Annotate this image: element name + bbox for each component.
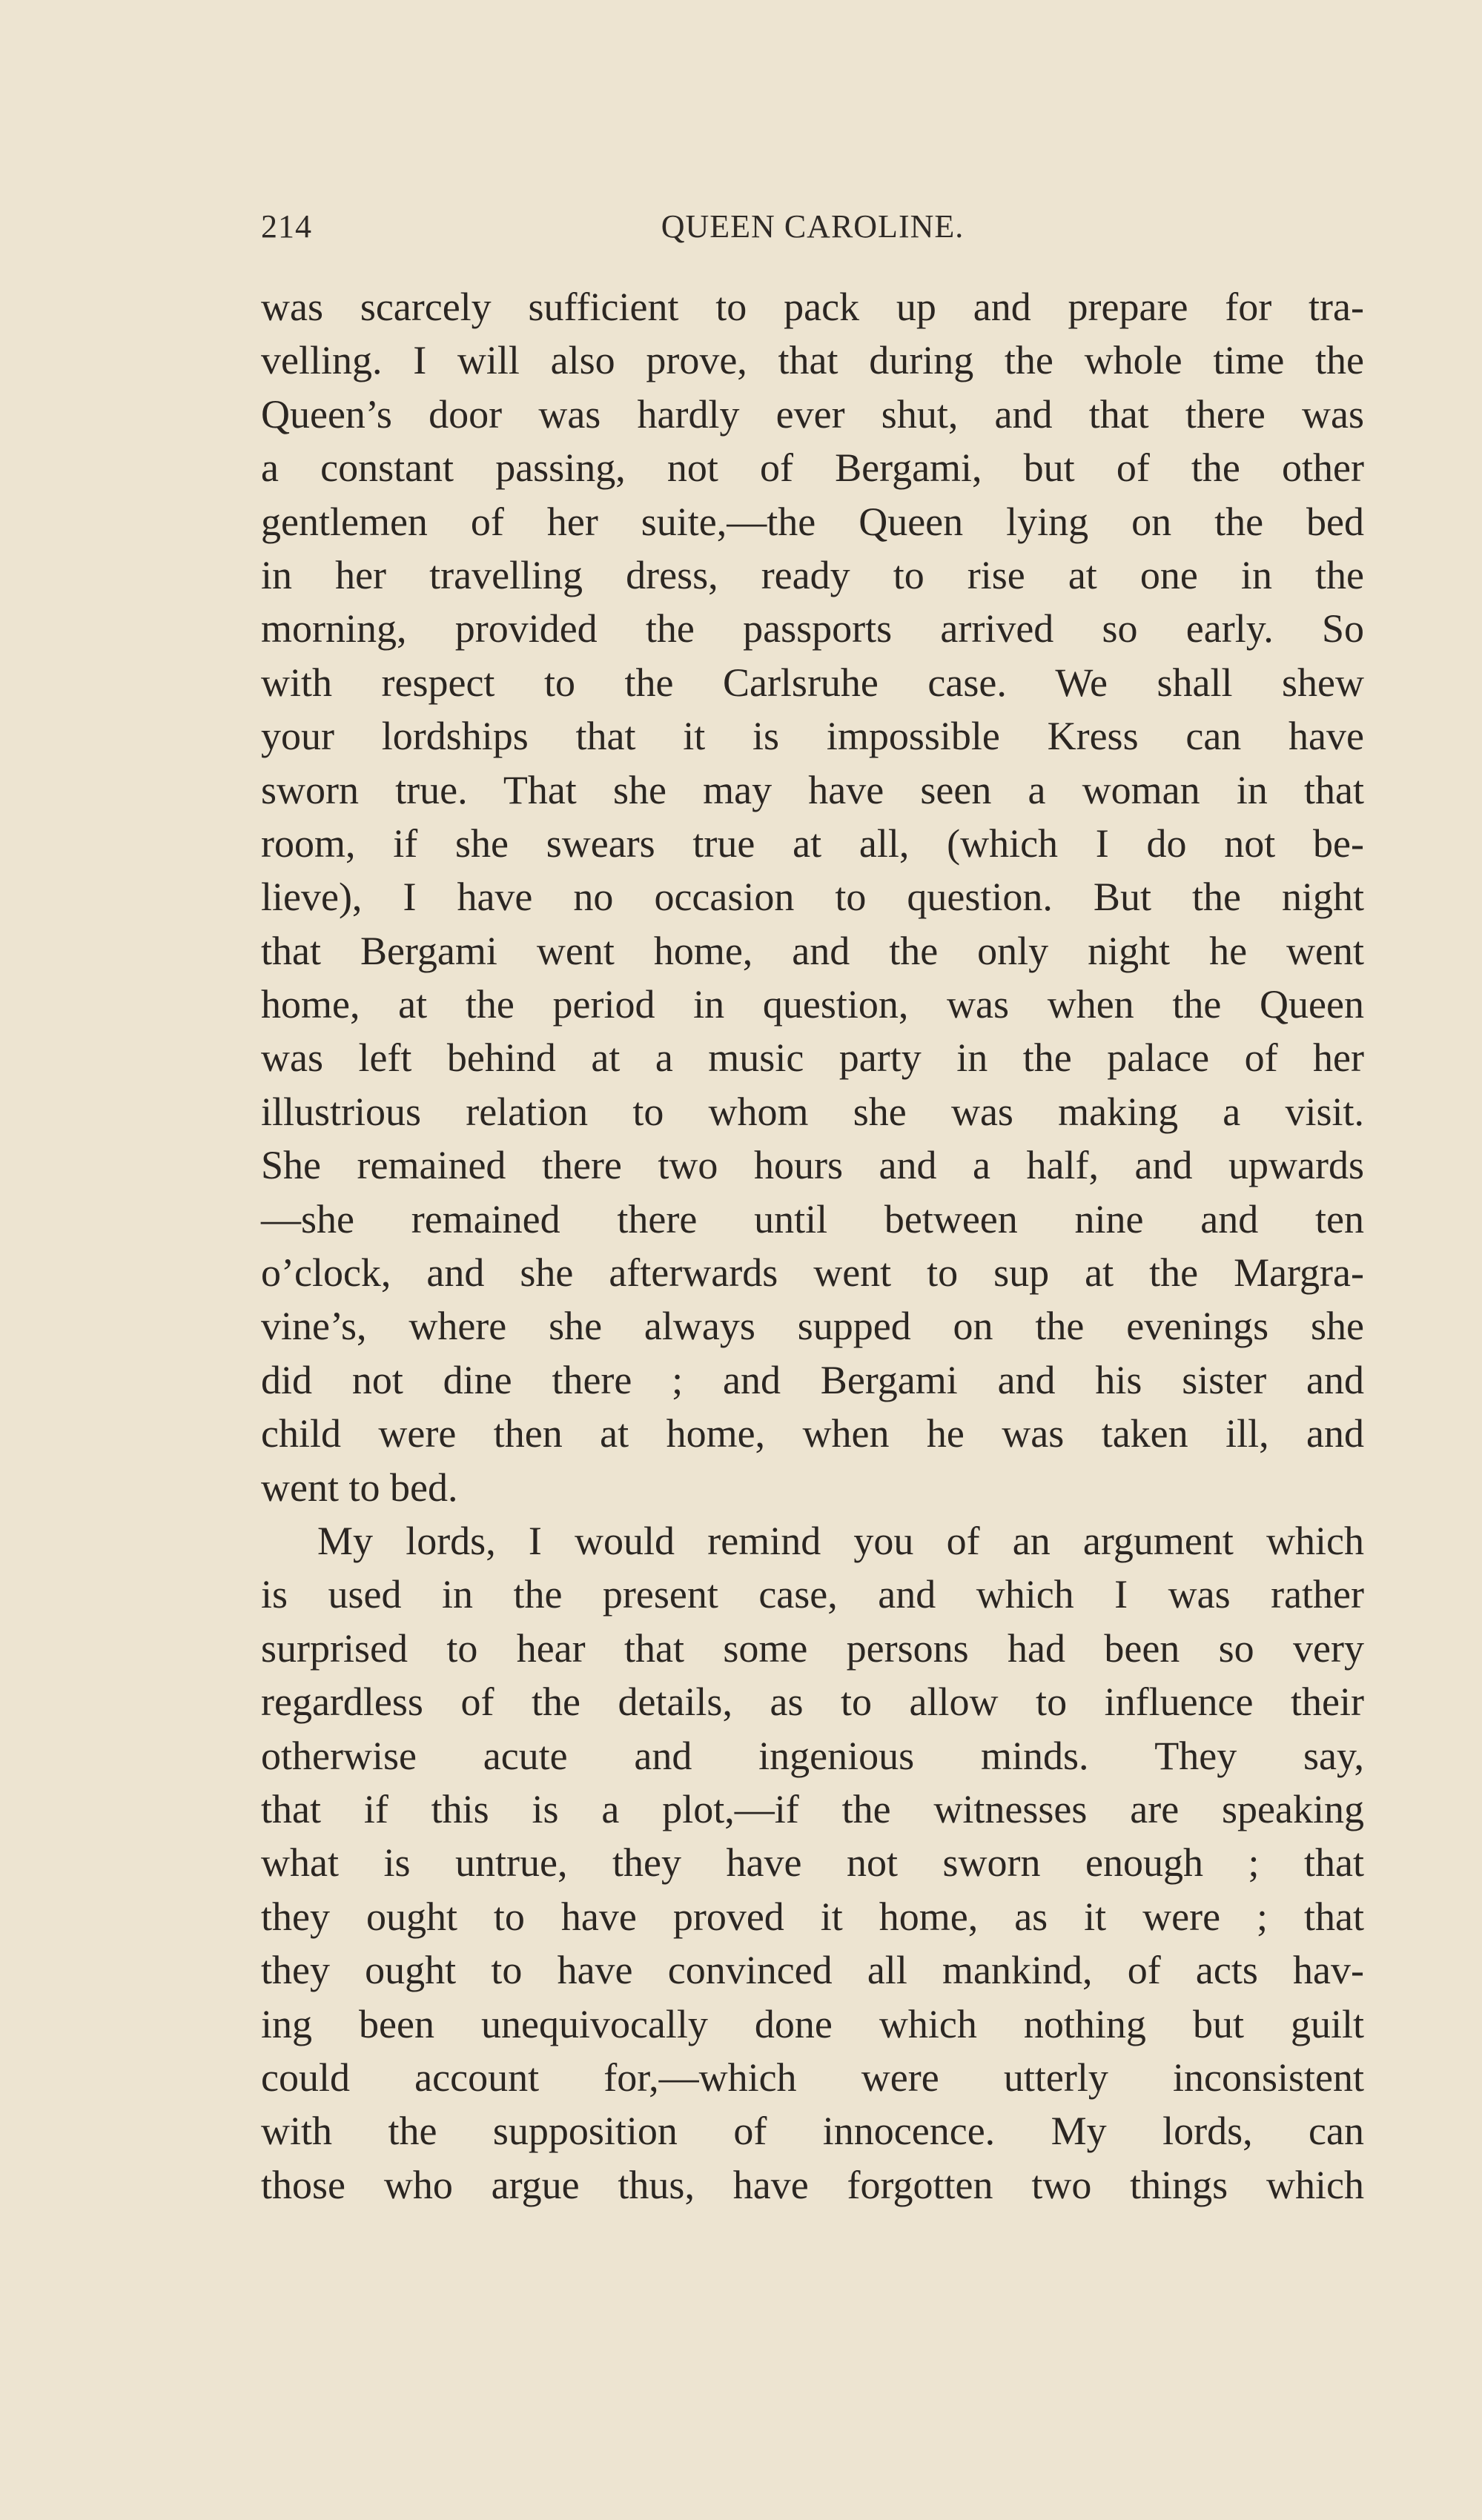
text-line: morning, provided the passports arrived so early. So: [261, 606, 1364, 651]
text-line: velling. I will also prove, that during the whole time the: [261, 338, 1364, 383]
text-line: vine’s, where she always supped on the evenings she: [261, 1304, 1364, 1349]
paragraph-2: [261, 1514, 1364, 2212]
text-line: otherwise acute and ingenious minds. They say,: [261, 1733, 1364, 1778]
text-line: Queen’s door was hardly ever shut, and that there was: [261, 391, 1364, 437]
text-line: regardless of the details, as to allow to influence their: [261, 1680, 1364, 1725]
text-line: they ought to have proved it home, as it were ; that: [261, 1894, 1364, 1939]
text-line: ing been unequivocally done which nothing but guilt: [261, 2001, 1364, 2046]
text-line: that if this is a plot,—if the witnesses are speaking: [261, 1786, 1364, 1831]
text-line: —she remained there until between nine and ten: [261, 1196, 1364, 1241]
text-line: went to bed.: [261, 1465, 458, 1510]
running-title: QUEEN CAROLINE.: [661, 208, 965, 245]
text-line: She remained there two hours and a half, and upwards: [261, 1143, 1364, 1188]
body-text: [261, 280, 1364, 2212]
text-line: surprised to hear that some persons had been so very: [261, 1625, 1364, 1671]
page-number: 214: [261, 208, 312, 245]
text-line: they ought to have convinced all mankind, of acts hav-: [261, 1948, 1364, 1993]
paragraph-1: [261, 280, 1364, 1514]
text-line: what is untrue, they have not sworn enough ; that: [261, 1840, 1364, 1886]
text-line: could account for,—which were utterly inconsistent: [261, 2055, 1364, 2100]
text-line: in her travelling dress, ready to rise at one in the: [261, 552, 1364, 597]
text-line: lieve), I have no occasion to question. But the night: [261, 875, 1364, 920]
text-line: room, if she swears true at all, (which I do not be-: [261, 820, 1364, 866]
text-line: was left behind at a music party in the palace of her: [261, 1035, 1364, 1081]
text-line: a constant passing, not of Bergami, but of the other: [261, 445, 1364, 491]
text-line: was scarcely sufficient to pack up and prepare for tra-: [261, 285, 1364, 329]
running-header: [261, 208, 1364, 259]
text-line: with respect to the Carlsruhe case. We shall shew: [261, 660, 1364, 705]
text-line: child were then at home, when he was taken ill, and: [261, 1411, 1364, 1456]
text-line: illustrious relation to whom she was making a visit.: [261, 1089, 1364, 1134]
text-line: those who argue thus, have forgotten two things which: [261, 2162, 1364, 2207]
text-line: sworn true. That she may have seen a woman in that: [261, 767, 1364, 812]
text-line: that Bergami went home, and the only night he went: [261, 928, 1364, 973]
text-line: My lords, I would remind you of an argument which: [317, 1518, 1364, 1563]
text-line: gentlemen of her suite,—the Queen lying on the bed: [261, 499, 1364, 544]
text-line: is used in the present case, and which I was rather: [261, 1572, 1364, 1617]
text-line: home, at the period in question, was when the Queen: [261, 982, 1364, 1027]
text-line: with the supposition of innocence. My lords, can: [261, 2109, 1364, 2154]
text-line: did not dine there ; and Bergami and his sister and: [261, 1357, 1364, 1402]
text-line: your lordships that it is impossible Kress can have: [261, 714, 1364, 759]
text-line: o’clock, and she afterwards went to sup at the Margra-: [261, 1250, 1364, 1296]
